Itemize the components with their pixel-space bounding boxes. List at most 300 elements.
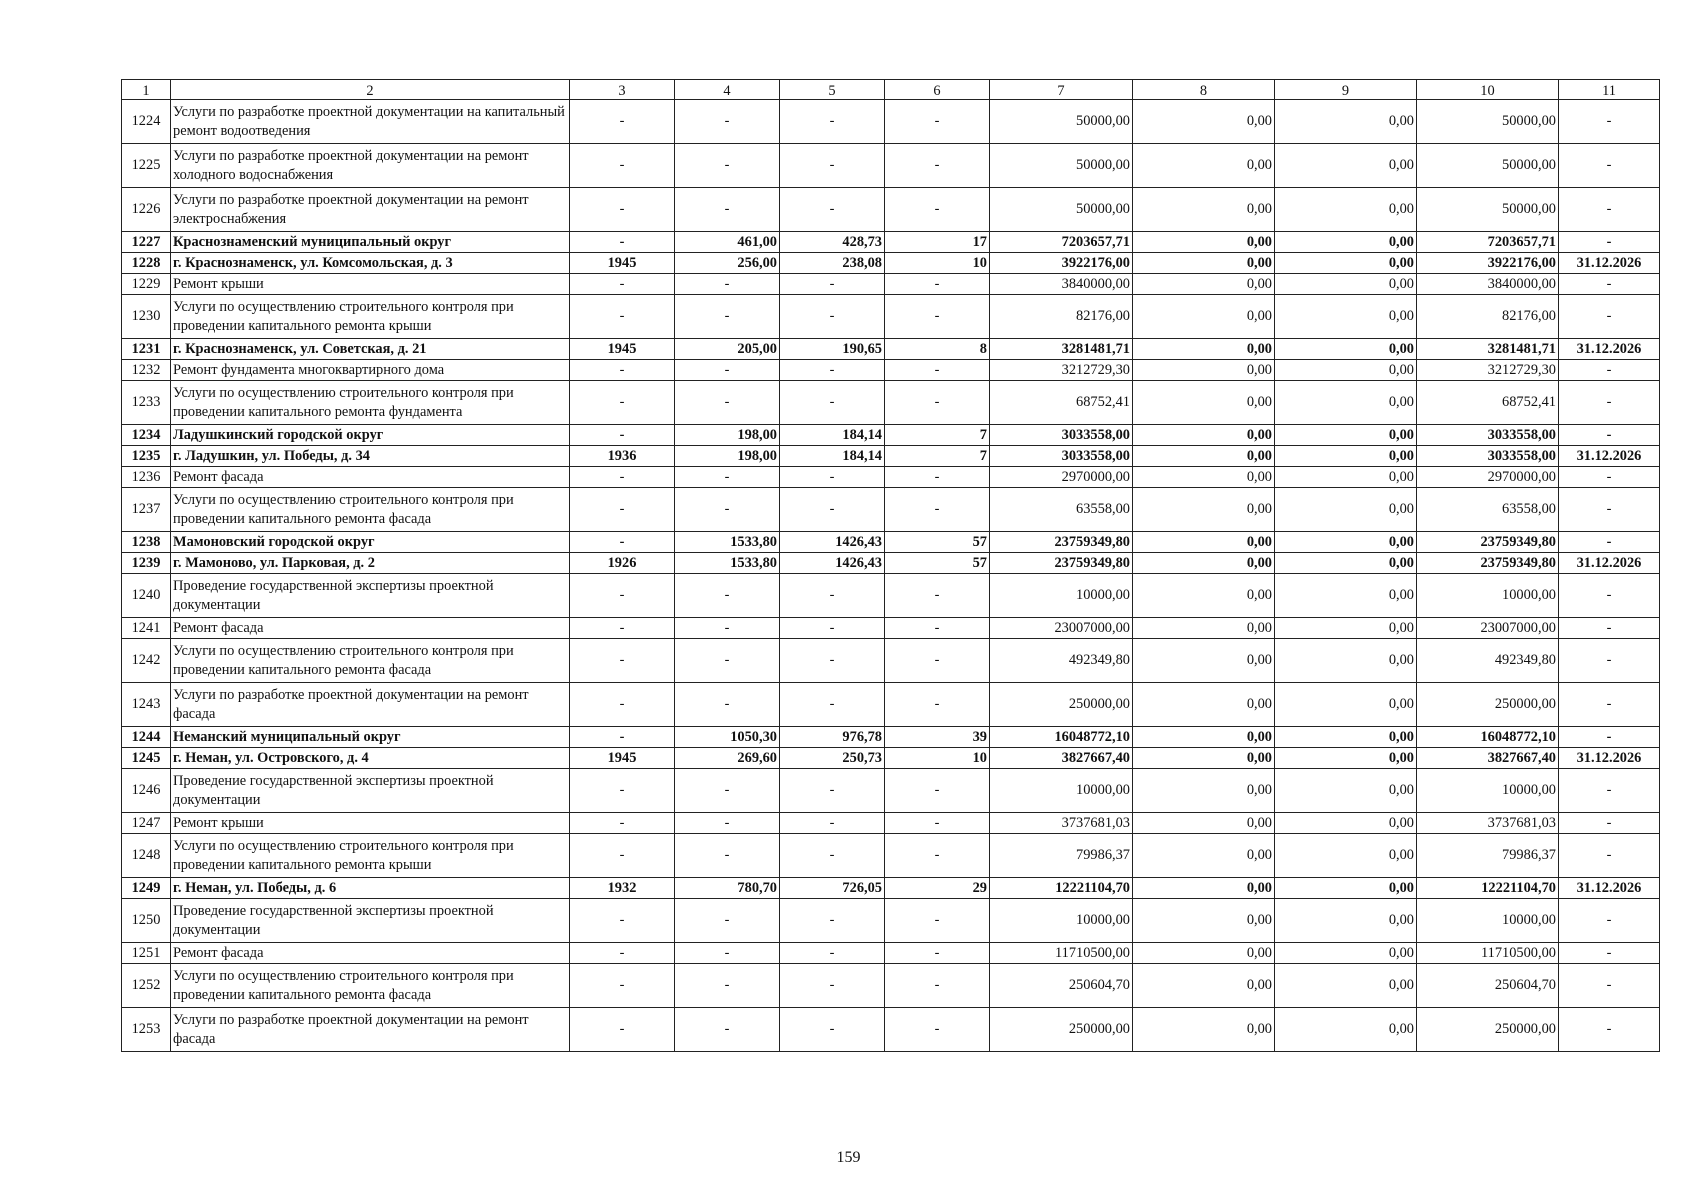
total-area-cell: - [675, 769, 780, 813]
item-name-cell: Услуги по осуществлению строительного контроля при проведении капитального ремонта крыши [171, 834, 570, 878]
total-area-cell: - [675, 899, 780, 943]
living-area-cell: - [780, 769, 885, 813]
owner-funds-cell: 82176,00 [1417, 295, 1559, 339]
page-number: 159 [836, 1149, 861, 1166]
year-cell: - [570, 727, 675, 748]
deadline-cell: - [1559, 899, 1660, 943]
budget-cost-cell: 0,00 [1275, 532, 1417, 553]
living-area-cell: 184,14 [780, 425, 885, 446]
item-name-cell: г. Неман, ул. Островского, д. 4 [171, 748, 570, 769]
residents-cell: - [885, 360, 990, 381]
item-name-cell: Ремонт фасада [171, 467, 570, 488]
item-name-cell: Ремонт фасада [171, 618, 570, 639]
table-row [122, 274, 1660, 295]
row-number-cell: 1236 [122, 467, 171, 488]
table-row [122, 899, 1660, 943]
living-area-cell: - [780, 618, 885, 639]
deadline-cell: - [1559, 769, 1660, 813]
year-cell: - [570, 425, 675, 446]
column-number: 7 [990, 80, 1133, 100]
register-table [121, 79, 1660, 1052]
total-area-cell: 256,00 [675, 253, 780, 274]
table-row [122, 488, 1660, 532]
row-number-cell: 1230 [122, 295, 171, 339]
fund-cost-cell: 0,00 [1133, 553, 1275, 574]
table-row [122, 683, 1660, 727]
item-name-cell: Ремонт фундамента многоквартирного дома [171, 360, 570, 381]
budget-cost-cell: 0,00 [1275, 553, 1417, 574]
deadline-cell: - [1559, 425, 1660, 446]
deadline-cell: 31.12.2026 [1559, 253, 1660, 274]
item-name-cell: Проведение государственной экспертизы проектной документации [171, 574, 570, 618]
total-area-cell: 198,00 [675, 425, 780, 446]
deadline-cell: - [1559, 964, 1660, 1008]
total-area-cell: 1533,80 [675, 532, 780, 553]
column-number: 6 [885, 80, 990, 100]
deadline-cell: - [1559, 100, 1660, 144]
total-area-cell: - [675, 1008, 780, 1052]
row-number-cell: 1233 [122, 381, 171, 425]
total-cost-cell: 10000,00 [990, 574, 1133, 618]
living-area-cell: - [780, 1008, 885, 1052]
year-cell: - [570, 769, 675, 813]
fund-cost-cell: 0,00 [1133, 1008, 1275, 1052]
row-number-cell: 1238 [122, 532, 171, 553]
owner-funds-cell: 7203657,71 [1417, 232, 1559, 253]
row-number-cell: 1253 [122, 1008, 171, 1052]
item-name-cell: Ремонт крыши [171, 274, 570, 295]
table-row [122, 360, 1660, 381]
owner-funds-cell: 23007000,00 [1417, 618, 1559, 639]
fund-cost-cell: 0,00 [1133, 943, 1275, 964]
item-name-cell: г. Неман, ул. Победы, д. 6 [171, 878, 570, 899]
total-cost-cell: 3827667,40 [990, 748, 1133, 769]
living-area-cell: 726,05 [780, 878, 885, 899]
row-number-cell: 1241 [122, 618, 171, 639]
owner-funds-cell: 3840000,00 [1417, 274, 1559, 295]
owner-funds-cell: 10000,00 [1417, 574, 1559, 618]
total-cost-cell: 3033558,00 [990, 425, 1133, 446]
fund-cost-cell: 0,00 [1133, 899, 1275, 943]
residents-cell: 7 [885, 446, 990, 467]
row-number-cell: 1235 [122, 446, 171, 467]
item-name-cell: г. Краснознаменск, ул. Советская, д. 21 [171, 339, 570, 360]
column-number: 10 [1417, 80, 1559, 100]
budget-cost-cell: 0,00 [1275, 488, 1417, 532]
fund-cost-cell: 0,00 [1133, 639, 1275, 683]
fund-cost-cell: 0,00 [1133, 100, 1275, 144]
fund-cost-cell: 0,00 [1133, 574, 1275, 618]
deadline-cell: - [1559, 144, 1660, 188]
row-number-cell: 1251 [122, 943, 171, 964]
total-area-cell: - [675, 943, 780, 964]
year-cell: 1945 [570, 253, 675, 274]
living-area-cell: 1426,43 [780, 532, 885, 553]
deadline-cell: 31.12.2026 [1559, 748, 1660, 769]
living-area-cell: - [780, 943, 885, 964]
year-cell: 1936 [570, 446, 675, 467]
total-cost-cell: 250604,70 [990, 964, 1133, 1008]
fund-cost-cell: 0,00 [1133, 769, 1275, 813]
residents-cell: - [885, 1008, 990, 1052]
row-number-cell: 1249 [122, 878, 171, 899]
column-number: 4 [675, 80, 780, 100]
deadline-cell: - [1559, 532, 1660, 553]
table-row [122, 446, 1660, 467]
item-name-cell: Услуги по осуществлению строительного контроля при проведении капитального ремонта фасада [171, 488, 570, 532]
owner-funds-cell: 50000,00 [1417, 100, 1559, 144]
deadline-cell: - [1559, 232, 1660, 253]
item-name-cell: Услуги по осуществлению строительного контроля при проведении капитального ремонта фасада [171, 639, 570, 683]
owner-funds-cell: 10000,00 [1417, 899, 1559, 943]
row-number-cell: 1239 [122, 553, 171, 574]
year-cell: - [570, 532, 675, 553]
deadline-cell: - [1559, 360, 1660, 381]
column-number: 8 [1133, 80, 1275, 100]
budget-cost-cell: 0,00 [1275, 188, 1417, 232]
total-cost-cell: 63558,00 [990, 488, 1133, 532]
owner-funds-cell: 3033558,00 [1417, 425, 1559, 446]
living-area-cell: - [780, 813, 885, 834]
fund-cost-cell: 0,00 [1133, 381, 1275, 425]
living-area-cell: - [780, 144, 885, 188]
budget-cost-cell: 0,00 [1275, 639, 1417, 683]
owner-funds-cell: 10000,00 [1417, 769, 1559, 813]
table-row [122, 813, 1660, 834]
row-number-cell: 1231 [122, 339, 171, 360]
living-area-cell: - [780, 574, 885, 618]
table-row [122, 574, 1660, 618]
total-cost-cell: 50000,00 [990, 100, 1133, 144]
row-number-cell: 1252 [122, 964, 171, 1008]
year-cell: - [570, 943, 675, 964]
deadline-cell: - [1559, 943, 1660, 964]
table-row [122, 1008, 1660, 1052]
item-name-cell: Услуги по разработке проектной документации на капитальный ремонт водоотведения [171, 100, 570, 144]
table-row [122, 964, 1660, 1008]
budget-cost-cell: 0,00 [1275, 683, 1417, 727]
total-cost-cell: 50000,00 [990, 188, 1133, 232]
year-cell: - [570, 618, 675, 639]
total-cost-cell: 10000,00 [990, 769, 1133, 813]
total-cost-cell: 250000,00 [990, 683, 1133, 727]
living-area-cell: - [780, 899, 885, 943]
budget-cost-cell: 0,00 [1275, 748, 1417, 769]
row-number-cell: 1246 [122, 769, 171, 813]
table-row [122, 467, 1660, 488]
residents-cell: - [885, 639, 990, 683]
item-name-cell: Услуги по осуществлению строительного контроля при проведении капитального ремонта фундамента [171, 381, 570, 425]
item-name-cell: Проведение государственной экспертизы проектной документации [171, 769, 570, 813]
residents-cell: - [885, 683, 990, 727]
living-area-cell: - [780, 488, 885, 532]
total-area-cell: - [675, 188, 780, 232]
budget-cost-cell: 0,00 [1275, 381, 1417, 425]
table-row [122, 618, 1660, 639]
fund-cost-cell: 0,00 [1133, 964, 1275, 1008]
year-cell: - [570, 232, 675, 253]
row-number-cell: 1224 [122, 100, 171, 144]
row-number-cell: 1226 [122, 188, 171, 232]
budget-cost-cell: 0,00 [1275, 274, 1417, 295]
table-row [122, 425, 1660, 446]
budget-cost-cell: 0,00 [1275, 813, 1417, 834]
total-area-cell: - [675, 639, 780, 683]
year-cell: - [570, 639, 675, 683]
fund-cost-cell: 0,00 [1133, 274, 1275, 295]
item-name-cell: Ремонт фасада [171, 943, 570, 964]
year-cell: - [570, 899, 675, 943]
total-area-cell: - [675, 618, 780, 639]
row-number-cell: 1243 [122, 683, 171, 727]
row-number-cell: 1248 [122, 834, 171, 878]
column-number: 3 [570, 80, 675, 100]
row-number-cell: 1245 [122, 748, 171, 769]
deadline-cell: - [1559, 295, 1660, 339]
column-number: 11 [1559, 80, 1660, 100]
item-name-cell: Ремонт крыши [171, 813, 570, 834]
fund-cost-cell: 0,00 [1133, 188, 1275, 232]
year-cell: - [570, 1008, 675, 1052]
table-row [122, 144, 1660, 188]
owner-funds-cell: 3212729,30 [1417, 360, 1559, 381]
table-row [122, 553, 1660, 574]
fund-cost-cell: 0,00 [1133, 813, 1275, 834]
total-cost-cell: 492349,80 [990, 639, 1133, 683]
row-number-cell: 1227 [122, 232, 171, 253]
residents-cell: - [885, 144, 990, 188]
budget-cost-cell: 0,00 [1275, 295, 1417, 339]
living-area-cell: - [780, 964, 885, 1008]
table-row [122, 339, 1660, 360]
total-area-cell: - [675, 683, 780, 727]
living-area-cell: - [780, 683, 885, 727]
total-cost-cell: 3033558,00 [990, 446, 1133, 467]
owner-funds-cell: 3737681,03 [1417, 813, 1559, 834]
owner-funds-cell: 3922176,00 [1417, 253, 1559, 274]
living-area-cell: 238,08 [780, 253, 885, 274]
item-name-cell: Услуги по разработке проектной документации на ремонт электроснабжения [171, 188, 570, 232]
item-name-cell: Услуги по разработке проектной документации на ремонт фасада [171, 1008, 570, 1052]
item-name-cell: Ладушкинский городской округ [171, 425, 570, 446]
total-cost-cell: 3840000,00 [990, 274, 1133, 295]
table-row [122, 878, 1660, 899]
owner-funds-cell: 50000,00 [1417, 144, 1559, 188]
fund-cost-cell: 0,00 [1133, 232, 1275, 253]
residents-cell: - [885, 618, 990, 639]
owner-funds-cell: 23759349,80 [1417, 553, 1559, 574]
living-area-cell: 976,78 [780, 727, 885, 748]
table-row [122, 188, 1660, 232]
deadline-cell: - [1559, 467, 1660, 488]
residents-cell: - [885, 274, 990, 295]
row-number-cell: 1229 [122, 274, 171, 295]
fund-cost-cell: 0,00 [1133, 532, 1275, 553]
table-row [122, 381, 1660, 425]
deadline-cell: - [1559, 188, 1660, 232]
budget-cost-cell: 0,00 [1275, 232, 1417, 253]
residents-cell: - [885, 574, 990, 618]
total-cost-cell: 3737681,03 [990, 813, 1133, 834]
total-area-cell: - [675, 360, 780, 381]
fund-cost-cell: 0,00 [1133, 339, 1275, 360]
living-area-cell: - [780, 274, 885, 295]
owner-funds-cell: 23759349,80 [1417, 532, 1559, 553]
row-number-cell: 1237 [122, 488, 171, 532]
fund-cost-cell: 0,00 [1133, 488, 1275, 532]
budget-cost-cell: 0,00 [1275, 727, 1417, 748]
residents-cell: 10 [885, 748, 990, 769]
table-row [122, 639, 1660, 683]
year-cell: - [570, 360, 675, 381]
total-cost-cell: 82176,00 [990, 295, 1133, 339]
living-area-cell: 190,65 [780, 339, 885, 360]
column-number: 5 [780, 80, 885, 100]
year-cell: - [570, 813, 675, 834]
total-cost-cell: 250000,00 [990, 1008, 1133, 1052]
year-cell: - [570, 964, 675, 1008]
total-area-cell: 269,60 [675, 748, 780, 769]
residents-cell: 8 [885, 339, 990, 360]
total-cost-cell: 79986,37 [990, 834, 1133, 878]
table-row [122, 295, 1660, 339]
residents-cell: - [885, 467, 990, 488]
item-name-cell: г. Краснознаменск, ул. Комсомольская, д. 3 [171, 253, 570, 274]
year-cell: 1945 [570, 339, 675, 360]
item-name-cell: Услуги по осуществлению строительного контроля при проведении капитального ремонта крыши [171, 295, 570, 339]
residents-cell: 57 [885, 532, 990, 553]
owner-funds-cell: 3281481,71 [1417, 339, 1559, 360]
row-number-cell: 1240 [122, 574, 171, 618]
table-row [122, 727, 1660, 748]
deadline-cell: 31.12.2026 [1559, 553, 1660, 574]
residents-cell: - [885, 964, 990, 1008]
table-row [122, 834, 1660, 878]
year-cell: 1945 [570, 748, 675, 769]
table-body [122, 80, 1660, 1052]
budget-cost-cell: 0,00 [1275, 964, 1417, 1008]
deadline-cell: 31.12.2026 [1559, 878, 1660, 899]
item-name-cell: г. Ладушкин, ул. Победы, д. 34 [171, 446, 570, 467]
owner-funds-cell: 50000,00 [1417, 188, 1559, 232]
column-number: 9 [1275, 80, 1417, 100]
budget-cost-cell: 0,00 [1275, 834, 1417, 878]
fund-cost-cell: 0,00 [1133, 727, 1275, 748]
item-name-cell: Мамоновский городской округ [171, 532, 570, 553]
living-area-cell: - [780, 834, 885, 878]
column-number: 2 [171, 80, 570, 100]
budget-cost-cell: 0,00 [1275, 769, 1417, 813]
residents-cell: - [885, 381, 990, 425]
total-cost-cell: 23759349,80 [990, 532, 1133, 553]
year-cell: - [570, 274, 675, 295]
budget-cost-cell: 0,00 [1275, 467, 1417, 488]
table-row [122, 232, 1660, 253]
fund-cost-cell: 0,00 [1133, 834, 1275, 878]
budget-cost-cell: 0,00 [1275, 943, 1417, 964]
table-row [122, 532, 1660, 553]
residents-cell: 10 [885, 253, 990, 274]
budget-cost-cell: 0,00 [1275, 574, 1417, 618]
total-area-cell: 198,00 [675, 446, 780, 467]
item-name-cell: Неманский муниципальный округ [171, 727, 570, 748]
owner-funds-cell: 79986,37 [1417, 834, 1559, 878]
fund-cost-cell: 0,00 [1133, 683, 1275, 727]
year-cell: - [570, 100, 675, 144]
living-area-cell: - [780, 467, 885, 488]
table-row [122, 943, 1660, 964]
row-number-cell: 1250 [122, 899, 171, 943]
owner-funds-cell: 250000,00 [1417, 683, 1559, 727]
living-area-cell: - [780, 100, 885, 144]
fund-cost-cell: 0,00 [1133, 144, 1275, 188]
residents-cell: 17 [885, 232, 990, 253]
total-area-cell: - [675, 295, 780, 339]
item-name-cell: Услуги по разработке проектной документации на ремонт фасада [171, 683, 570, 727]
year-cell: - [570, 834, 675, 878]
owner-funds-cell: 250604,70 [1417, 964, 1559, 1008]
owner-funds-cell: 12221104,70 [1417, 878, 1559, 899]
owner-funds-cell: 2970000,00 [1417, 467, 1559, 488]
year-cell: - [570, 488, 675, 532]
fund-cost-cell: 0,00 [1133, 467, 1275, 488]
total-cost-cell: 3281481,71 [990, 339, 1133, 360]
year-cell: - [570, 295, 675, 339]
total-area-cell: - [675, 144, 780, 188]
owner-funds-cell: 63558,00 [1417, 488, 1559, 532]
row-number-cell: 1242 [122, 639, 171, 683]
budget-cost-cell: 0,00 [1275, 339, 1417, 360]
deadline-cell: - [1559, 683, 1660, 727]
total-cost-cell: 2970000,00 [990, 467, 1133, 488]
living-area-cell: 250,73 [780, 748, 885, 769]
living-area-cell: 428,73 [780, 232, 885, 253]
item-name-cell: Услуги по осуществлению строительного контроля при проведении капитального ремонта фасада [171, 964, 570, 1008]
table-row [122, 100, 1660, 144]
column-number-row [122, 80, 1660, 100]
residents-cell: 29 [885, 878, 990, 899]
deadline-cell: - [1559, 574, 1660, 618]
living-area-cell: - [780, 295, 885, 339]
document-page [121, 79, 1660, 1052]
residents-cell: - [885, 488, 990, 532]
deadline-cell: - [1559, 813, 1660, 834]
deadline-cell: - [1559, 381, 1660, 425]
total-cost-cell: 50000,00 [990, 144, 1133, 188]
living-area-cell: - [780, 639, 885, 683]
total-area-cell: - [675, 813, 780, 834]
year-cell: - [570, 683, 675, 727]
living-area-cell: - [780, 360, 885, 381]
fund-cost-cell: 0,00 [1133, 618, 1275, 639]
item-name-cell: г. Мамоново, ул. Парковая, д. 2 [171, 553, 570, 574]
fund-cost-cell: 0,00 [1133, 748, 1275, 769]
total-cost-cell: 68752,41 [990, 381, 1133, 425]
year-cell: - [570, 188, 675, 232]
total-area-cell: 1533,80 [675, 553, 780, 574]
living-area-cell: - [780, 381, 885, 425]
residents-cell: - [885, 769, 990, 813]
budget-cost-cell: 0,00 [1275, 1008, 1417, 1052]
table-row [122, 748, 1660, 769]
row-number-cell: 1225 [122, 144, 171, 188]
residents-cell: - [885, 813, 990, 834]
year-cell: - [570, 381, 675, 425]
fund-cost-cell: 0,00 [1133, 295, 1275, 339]
owner-funds-cell: 68752,41 [1417, 381, 1559, 425]
deadline-cell: 31.12.2026 [1559, 339, 1660, 360]
budget-cost-cell: 0,00 [1275, 100, 1417, 144]
